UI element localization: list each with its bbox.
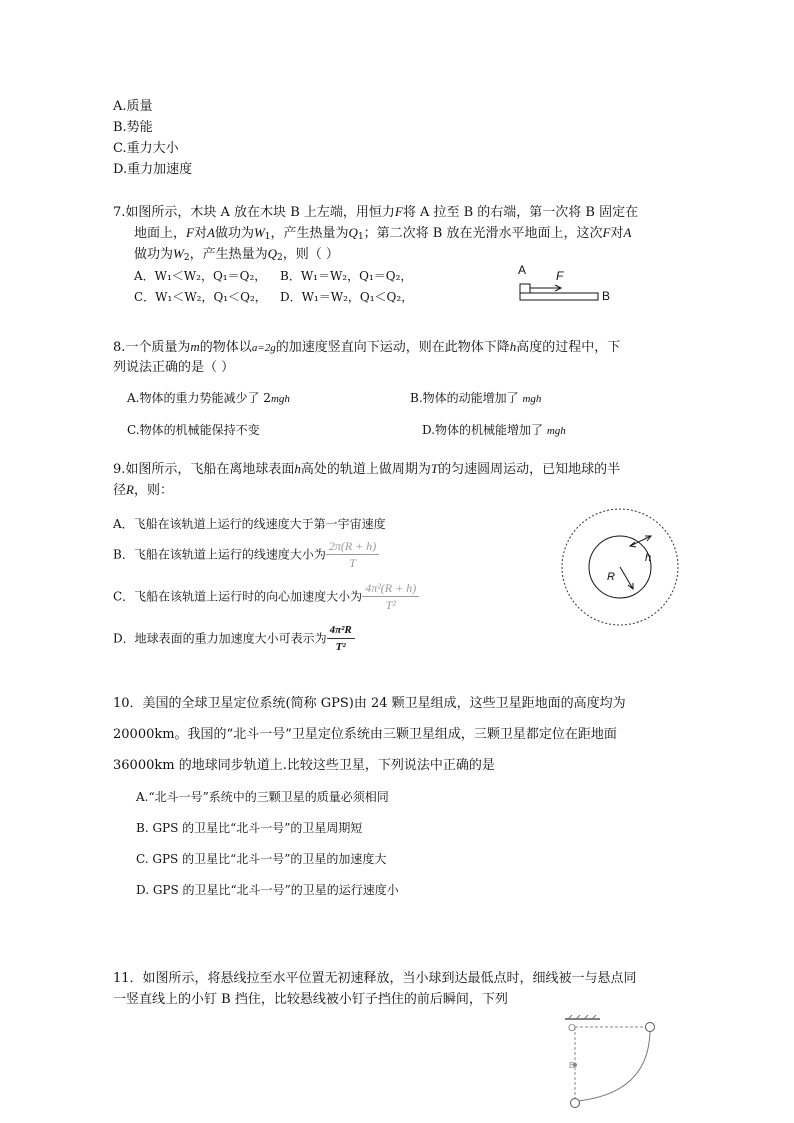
q9-option-c: C．飞船在该轨道上运行时的向心加速度大小为 $\frac{\text{4π²(R + h)}}{\text{T²}}$ bbox=[113, 580, 419, 613]
q6-option-c: C.重力大小 bbox=[113, 141, 179, 156]
q7-fig-label-a: A bbox=[518, 263, 527, 277]
q11-fig-label-b: B bbox=[569, 1061, 575, 1070]
q9-radius-arrow bbox=[620, 567, 633, 589]
q7-block-b bbox=[520, 293, 598, 300]
q11-swing-arc bbox=[578, 1032, 650, 1101]
q8-stem-line1: 8.一个质量为m的物体以a=2g的加速度竖直向下运动，则在此物体下降h高度的过程中，下 bbox=[113, 339, 621, 355]
q8-stem-line2: 列说法正确的是（ ） bbox=[113, 360, 235, 375]
q8-option-a: A.物体的重力势能减少了 2mgh bbox=[127, 391, 290, 405]
q7-option-a: A．W₁＜W₂，Q₁＝Q₂， bbox=[134, 269, 267, 283]
q11-stem-line2: 一竖直线上的小钉 B 挡住，比较悬线被小钉子挡住的前后瞬间，下列 bbox=[113, 992, 508, 1007]
q9-fraction-c: $\frac{\text{4π²(R + h)}}{\text{T²}}$ bbox=[362, 580, 419, 613]
q9-stem-line1: 9.如图所示，飞船在离地球表面h高处的轨道上做周期为T的匀速圆周运动，已知地球的半 bbox=[113, 461, 621, 477]
q7-block-a bbox=[520, 284, 530, 293]
q7-fig-label-b: B bbox=[602, 289, 611, 303]
q9-fig-label-r: R bbox=[607, 571, 615, 583]
q9-height-arrow bbox=[630, 536, 651, 546]
q7-stem-line2: 地面上，F对A做功为$W_1$，产生热量为$Q_1$；第二次将 B 放在光滑水平地面上，这次F对A bbox=[134, 225, 632, 242]
q8-option-d: D.物体的机械能增加了 mgh bbox=[422, 423, 566, 437]
q9-fraction-d: $\frac{\text{4π²R}}{\text{T²}}$ bbox=[327, 622, 355, 655]
q9-option-d: D．地球表面的重力加速度大小可表示为 $\frac{\text{4π²R}}{\text{T²}}$ bbox=[113, 622, 355, 655]
q9-fig-label-h: h bbox=[645, 552, 652, 564]
q8-option-b: B.物体的动能增加了 mgh bbox=[410, 391, 542, 405]
q10-stem-line3: 36000km 的地球同步轨道上.比较这些卫星，下列说法中正确的是 bbox=[113, 758, 495, 773]
q7-fig-label-f: F bbox=[556, 269, 564, 283]
q6-option-b: B.势能 bbox=[113, 120, 153, 135]
q10-stem-line2: 20000km。我国的“北斗一号”卫星定位系统由三颗卫星组成，三颗卫星都定位在距地面 bbox=[113, 727, 617, 742]
q7-option-d: D．W₁＝W₂，Q₁＜Q₂， bbox=[280, 290, 414, 304]
q7-option-c: C．W₁＜W₂，Q₁＜Q₂， bbox=[134, 290, 267, 304]
q11-stem-line1: 11．如图所示，将悬线拉至水平位置无初速释放，当小球到达最低点时，细线被一与悬点同 bbox=[113, 971, 637, 986]
q7-block-figure bbox=[510, 260, 620, 302]
q10-stem-line1: 10．美国的全球卫星定位系统(简称 GPS)由 24 颗卫星组成，这些卫星距地面的高度均为 bbox=[113, 696, 626, 711]
q9-fraction-b: $\frac{2\pi(R + h)}{T}$ bbox=[326, 538, 379, 571]
q10-option-b: B. GPS 的卫星比“北斗一号”的卫星周期短 bbox=[136, 821, 363, 835]
q10-option-a: A.“北斗一号”系统中的三颗卫星的质量必须相同 bbox=[136, 790, 389, 804]
q9-option-a: A．飞船在该轨道上运行的线速度大于第一宇宙速度 bbox=[113, 517, 386, 531]
q6-option-a: A.质量 bbox=[113, 99, 153, 114]
q9-stem-line2: 径R，则： bbox=[113, 482, 173, 498]
q11-ball-start bbox=[646, 1023, 655, 1032]
q9-option-b: B．飞船在该轨道上运行的线速度大小为 $\frac{2\pi(R + h)}{T}$ bbox=[113, 538, 379, 571]
q10-option-d: D. GPS 的卫星比“北斗一号”的卫星的运行速度小 bbox=[136, 883, 399, 897]
q7-option-b: B．W₁＝W₂，Q₁＝Q₂， bbox=[280, 269, 413, 283]
q7-stem-line1: 7.如图所示，木块 A 放在木块 B 上左端，用恒力F将 A 拉至 B 的右端，第一次将 B 固定在 bbox=[113, 204, 639, 220]
q11-pendulum-figure bbox=[560, 1015, 670, 1120]
q8-option-c: C.物体的机械能保持不变 bbox=[127, 423, 260, 437]
q10-option-c: C. GPS 的卫星比“北斗一号”的卫星的加速度大 bbox=[136, 852, 387, 866]
q6-option-d: D.重力加速度 bbox=[113, 162, 193, 177]
q11-ball-bottom bbox=[571, 1099, 580, 1108]
q9-orbit-figure bbox=[555, 505, 685, 635]
q7-stem-line3: 做功为$W_2$，产生热量为$Q_2$，则（ ） bbox=[134, 246, 339, 263]
q11-fig-label-o: O bbox=[568, 1023, 576, 1034]
